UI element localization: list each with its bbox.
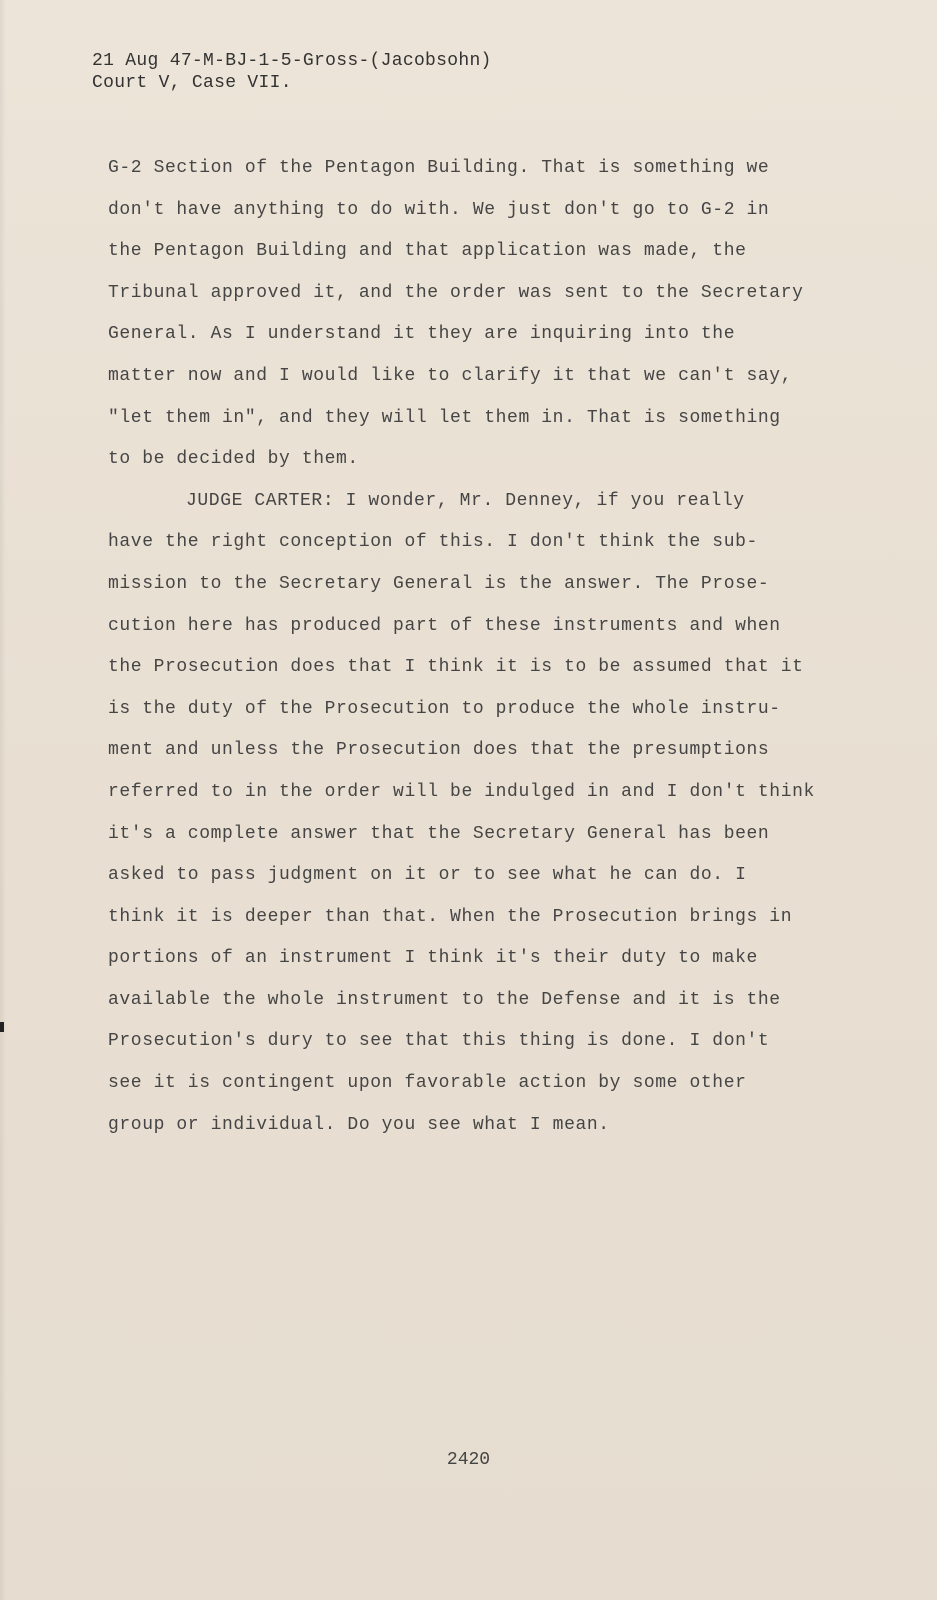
text-line: the Pentagon Building and that application was made, the (108, 241, 747, 262)
text-line: G-2 Section of the Pentagon Building. That is something we (108, 158, 770, 178)
text-line: Tribunal approved it, and the order was sent to the Secretary (108, 282, 804, 303)
text-line: matter now and I would like to clarify it that we can't say, (108, 365, 793, 386)
text-line: "let them in", and they will let them in. That is something (108, 407, 781, 428)
text-line: General. As I understand it they are inquiring into the (108, 324, 736, 345)
text-line: portions of an instrument I think it's their duty to make (108, 948, 758, 969)
text-line: it's a complete answer that the Secretary General has been (108, 823, 770, 844)
transcript-body (108, 148, 868, 1146)
text-line: is the duty of the Prosecution to produce the whole instru- (108, 698, 781, 719)
text-line: asked to pass judgment on it or to see what he can do. I (108, 865, 747, 886)
text-line: available the whole instrument to the Defense and it is the (108, 989, 781, 1010)
text-line: don't have anything to do with. We just don't go to G-2 in (108, 199, 770, 220)
text-line: JUDGE CARTER: I wonder, Mr. Denney, if you really (186, 490, 745, 511)
text-line: have the right conception of this. I don't think the sub- (108, 532, 758, 553)
binding-edge-mark (0, 1022, 4, 1032)
text-line: referred to in the order will be indulged in and I don't think (108, 781, 815, 802)
text-line: cution here has produced part of these instruments and when (108, 615, 781, 636)
text-line: ment and unless the Prosecution does that the presumptions (108, 740, 770, 761)
text-line: mission to the Secretary General is the answer. The Prose- (108, 573, 770, 594)
text-line: Prosecution's dury to see that this thing is done. I don't (108, 1031, 770, 1052)
text-line: to be decided by them. (108, 449, 359, 470)
header-reference-line: 21 Aug 47-M-BJ-1-5-Gross-(Jacobsohn) (92, 51, 492, 71)
text-line: group or individual. Do you see what I mean. (108, 1114, 610, 1135)
text-line: the Prosecution does that I think it is to be assumed that it (108, 657, 804, 678)
page-number: 2420 (446, 1450, 491, 1470)
header-court-line: Court V, Case VII. (92, 73, 292, 93)
document-header (92, 50, 492, 94)
text-line: think it is deeper than that. When the Prosecution brings in (108, 906, 793, 927)
text-line: see it is contingent upon favorable action by some other (108, 1073, 747, 1094)
